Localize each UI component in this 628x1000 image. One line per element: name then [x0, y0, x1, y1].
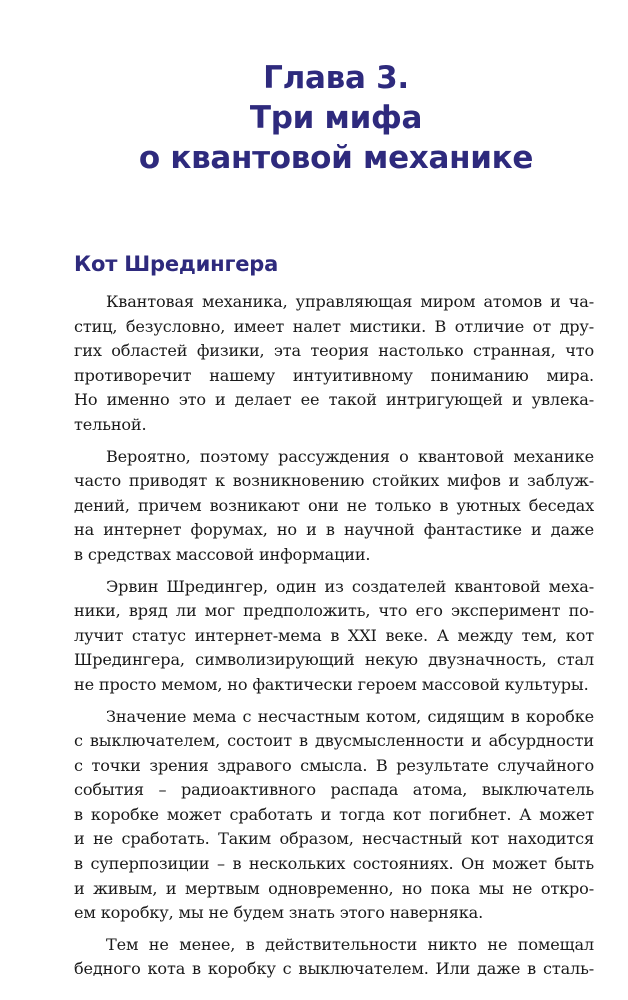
- paragraph: [74, 933, 594, 982]
- text-line: события – радиоактивного распада атома, выключатель: [74, 780, 594, 800]
- text-line: и живым, и мертвым одновременно, но пока мы не откро-: [74, 878, 594, 898]
- text-line: Значение мема с несчастным котом, сидящим в коробке: [106, 706, 594, 726]
- text-line: бедного кота в коробку с выключателем. Или даже в сталь-: [74, 959, 594, 979]
- text-line: в коробке может сработать и тогда кот погибнет. А может: [74, 804, 594, 824]
- text-line: на интернет форумах, но и в научной фантастике и даже: [74, 520, 594, 540]
- text-line: стиц, безусловно, имеет налет мистики. В отличие от дру-: [74, 316, 594, 336]
- text-line: в суперпозиции – в нескольких состояниях. Он может быть: [74, 854, 594, 874]
- text-line: ники, вряд ли мог предположить, что его эксперимент по-: [74, 601, 594, 621]
- text-line: гих областей физики, эта теория настолько странная, что: [74, 341, 594, 361]
- text-line: Шредингера, символизирующий некую двузначность, стал: [74, 650, 594, 670]
- text-line: лучит статус интернет-мема в XXI веке. А между тем, кот: [74, 625, 594, 645]
- paragraph: [74, 575, 594, 698]
- text-line: Но именно это и делает ее такой интригующей и увлека-: [74, 390, 594, 410]
- text-line: часто приводят к возникновению стойких мифов и заблуж-: [74, 471, 594, 491]
- text-line: Тем не менее, в действительности никто не помещал: [106, 934, 594, 954]
- text-line: противоречит нашему интуитивному пониманию мира.: [74, 365, 594, 385]
- chapter-title: [74, 58, 594, 178]
- text-line: дений, причем возникают они не только в уютных беседах: [74, 495, 594, 515]
- chapter-title-line: Глава 3.: [263, 60, 409, 96]
- chapter-title-line: о квантовой механике: [138, 140, 534, 176]
- text-line: Квантовая механика, управляющая миром атомов и ча-: [106, 292, 594, 311]
- paragraph: [74, 445, 594, 568]
- text-line: с выключателем, состоит в двусмысленности и абсурдности: [74, 731, 594, 751]
- chapter-title-line: Три мифа: [249, 100, 423, 136]
- text-line: не просто мемом, но фактически героем массовой культуры.: [74, 674, 589, 694]
- text-line: ем коробку, мы не будем знать этого наверняка.: [74, 903, 484, 923]
- text-line: Вероятно, поэтому рассуждения о квантовой механике: [106, 446, 594, 466]
- text-line: Эрвин Шредингер, один из создателей квантовой меха-: [106, 576, 594, 596]
- section-title: Кот Шредингера: [74, 252, 279, 276]
- text-line: и не сработать. Таким образом, несчастный кот находится: [74, 829, 594, 849]
- body-text: [74, 290, 594, 982]
- paragraph: [74, 705, 594, 926]
- text-line: в средствах массовой информации.: [74, 544, 371, 564]
- paragraph: [74, 290, 594, 438]
- text-line: с точки зрения здравого смысла. В результате случайного: [74, 755, 594, 775]
- text-line: тельной.: [74, 414, 147, 434]
